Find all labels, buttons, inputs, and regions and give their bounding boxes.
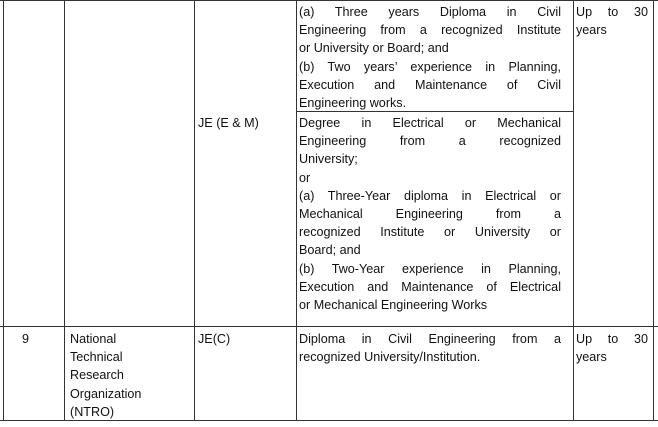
organization-line: Organization	[70, 386, 142, 401]
qualification-line: Mechanical Engineering from a	[299, 207, 561, 222]
qualification-line: Engineering from a recognized Institute	[299, 23, 561, 38]
rule-col2	[194, 0, 195, 421]
qualification-line: Execution and Maintenance of Electrical	[299, 279, 561, 294]
organization-line: (NTRO)	[70, 404, 115, 419]
serial-number-cell	[22, 330, 52, 348]
post-name: JE(C)	[198, 332, 231, 346]
post-cell-je-em	[198, 114, 293, 132]
rule-top	[0, 0, 658, 1]
qualification-line: or	[299, 170, 311, 185]
organization-line: Research	[70, 368, 124, 383]
qualification-line: University;	[299, 152, 358, 167]
rule-col1	[64, 0, 65, 421]
rule-left	[3, 0, 4, 421]
organization-cell	[70, 330, 190, 421]
age-line: Up to 30	[576, 332, 648, 346]
qualification-line: (b) Two-Year experience in Planning,	[299, 261, 561, 276]
qualification-line: Engineering from a recognized	[299, 134, 561, 149]
qualification-line: recognized Institute or University or	[299, 225, 561, 240]
serial-number: 9	[22, 332, 30, 346]
rule-col3	[296, 0, 297, 421]
organization-line: Technical	[70, 350, 123, 365]
qualification-cell-row3	[299, 330, 561, 366]
organization-line: National	[70, 332, 117, 346]
post-name: JE (E & M)	[198, 116, 259, 130]
qualification-line: (a) Three years Diploma in Civil	[299, 5, 561, 19]
age-cell-row3	[576, 330, 648, 366]
age-cell-row1	[576, 3, 648, 39]
qualification-cell-row1	[299, 3, 561, 112]
qualification-line: Diploma in Civil Engineering from a	[299, 332, 561, 346]
rule-row2-bottom	[0, 326, 658, 327]
qualification-line: Engineering works.	[299, 96, 407, 111]
rule-col4	[573, 0, 574, 421]
qualification-line: Degree in Electrical or Mechanical	[299, 116, 561, 130]
qualification-line: or Mechanical Engineering Works	[299, 298, 488, 313]
age-line: Up to 30	[576, 5, 648, 19]
qualification-line: (b) Two years’ experience in Planning,	[299, 59, 561, 74]
qualification-cell-row2	[299, 114, 561, 314]
rule-right	[653, 0, 654, 421]
age-line: years	[576, 23, 607, 38]
post-cell-je-c	[198, 330, 293, 348]
qualification-line: (a) Three-Year diploma in Electrical or	[299, 188, 561, 203]
age-line: years	[576, 350, 607, 365]
qualification-line: or University or Board; and	[299, 41, 449, 56]
qualification-line: recognized University/Institution.	[299, 350, 481, 365]
qualification-line: Execution and Maintenance of Civil	[299, 77, 561, 92]
qualification-line: Board; and	[299, 243, 361, 258]
